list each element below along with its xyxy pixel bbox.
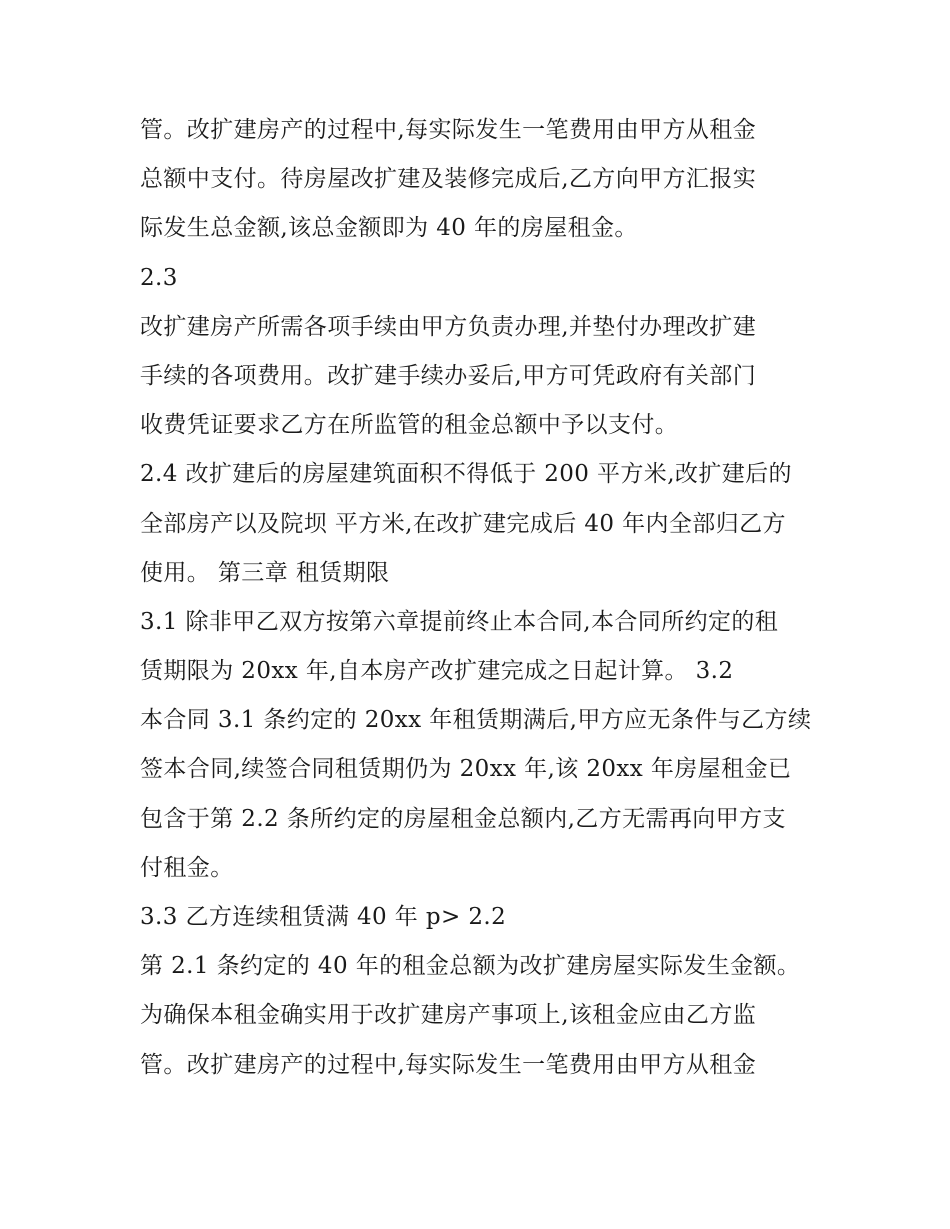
document-body [140, 106, 830, 1090]
text-line: 本合同 3.1 条约定的 20xx 年租赁期满后,甲方应无条件与乙方续 [140, 707, 812, 734]
text-line: 3.1 除非甲乙双方按第六章提前终止本合同,本合同所约定的租 [140, 608, 779, 635]
text-line: 手续的各项费用。改扩建手续办妥后,甲方可凭政府有关部门 [140, 362, 757, 389]
text-line: 管。改扩建房产的过程中,每实际发生一笔费用由甲方从租金 [140, 117, 757, 143]
text-line: 第 2.1 条约定的 40 年的租金总额为改扩建房屋实际发生金额。 [140, 953, 801, 980]
text-line: 2.4 改扩建后的房屋建筑面积不得低于 200 平方米,改扩建后的 [140, 461, 792, 488]
text-line: 收费凭证要求乙方在所监管的租金总额中予以支付。 [140, 412, 679, 439]
text-line: 总额中支付。待房屋改扩建及装修完成后,乙方向甲方汇报实 [140, 166, 757, 193]
text-line: 改扩建房产所需各项手续由甲方负责办理,并垫付办理改扩建 [140, 313, 757, 340]
section-number: 2.3 [140, 264, 178, 291]
text-line: 3.3 乙方连续租赁满 40 年 p> 2.2 [140, 904, 507, 930]
text-line: 使用。 第三章 租赁期限 [140, 559, 390, 586]
text-line: 际发生总金额,该总金额即为 40 年的房屋租金。 [140, 215, 638, 242]
text-line: 全部房产以及院坝 平方米,在改扩建完成后 40 年内全部归乙方 [140, 510, 786, 537]
text-line: 包含于第 2.2 条所约定的房屋租金总额内,乙方无需再向甲方支 [140, 805, 786, 832]
text-line: 赁期限为 20xx 年,自本房产改扩建完成之日起计算。 3.2 [140, 658, 734, 685]
text-line: 付租金。 [140, 854, 234, 881]
text-line: 签本合同,续签合同租赁期仍为 20xx 年,该 20xx 年房屋租金已 [140, 756, 792, 783]
text-line: 为确保本租金确实用于改扩建房产事项上,该租金应由乙方监 [140, 1002, 757, 1029]
text-line: 管。改扩建房产的过程中,每实际发生一笔费用由甲方从租金 [140, 1051, 757, 1078]
